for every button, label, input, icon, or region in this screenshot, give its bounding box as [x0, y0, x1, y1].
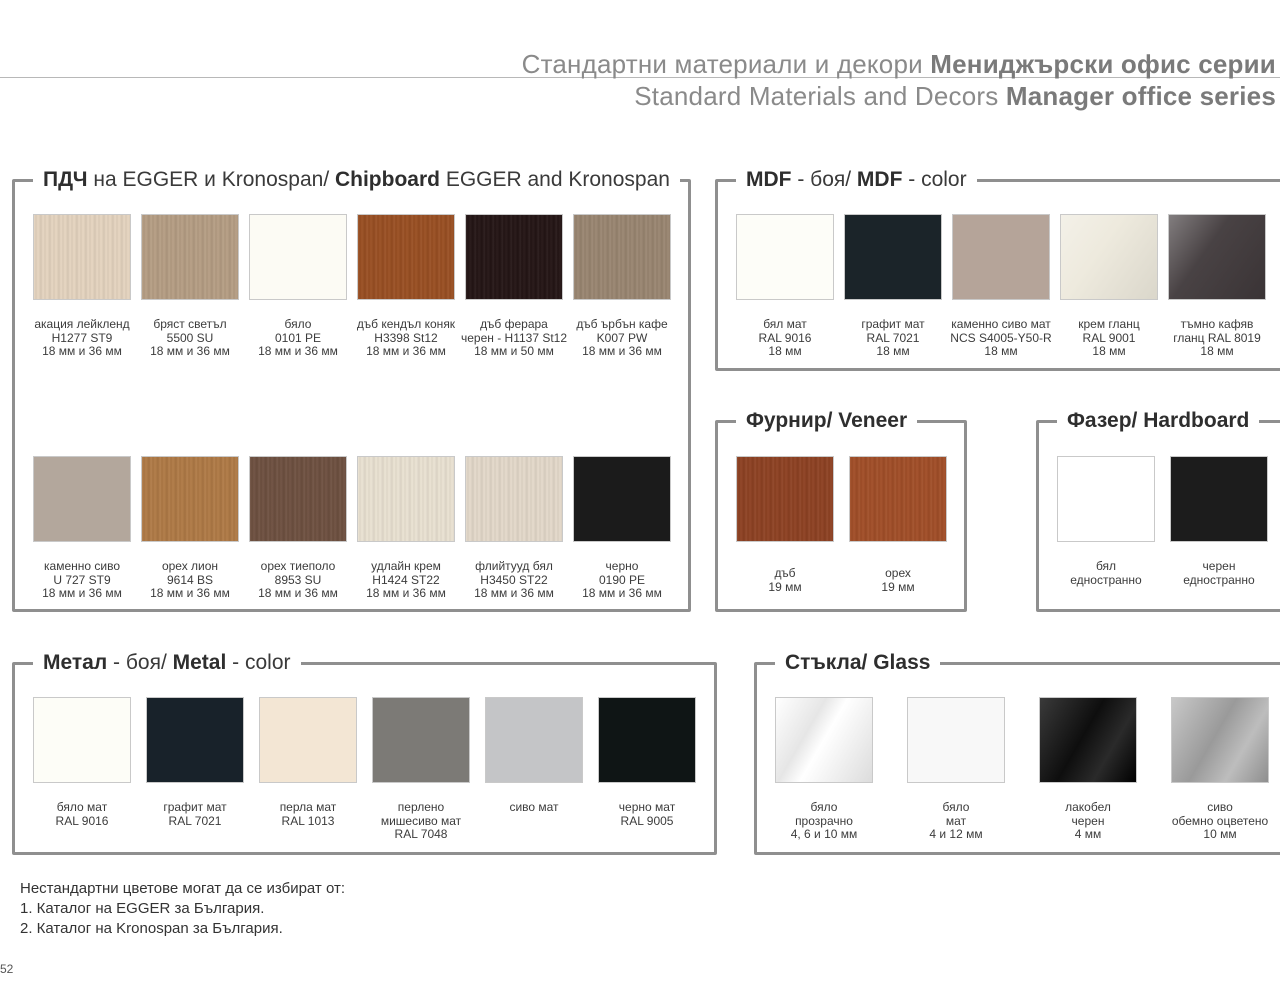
chipboard-swatch	[33, 214, 131, 300]
mdf-swatch	[1060, 214, 1158, 300]
hardboard-swatch-caption	[1159, 560, 1279, 587]
swatch-name: орех лион	[161, 559, 219, 573]
swatch-name: сиво	[1207, 800, 1233, 814]
glass-swatch-caption	[764, 801, 884, 842]
swatch-code: H3398 St12	[374, 330, 438, 345]
swatch-name: флийтууд бял	[475, 559, 553, 573]
swatch-size: 10 мм	[1203, 827, 1237, 841]
title-en-bold: Manager office series	[1005, 81, 1276, 111]
veneer-title: Фурнир/ Veneer	[736, 407, 917, 435]
swatch-code: RAL 9005	[620, 813, 674, 828]
swatch-size: 19 мм	[881, 579, 915, 594]
swatch-code: 0101 PE	[274, 330, 322, 345]
glass-swatch	[1171, 697, 1269, 783]
glass-swatch-caption	[1160, 801, 1280, 842]
swatch-name: черен	[1202, 559, 1236, 573]
swatch-name: крем гланц	[1078, 317, 1140, 331]
swatch-size: 18 мм и 36 мм	[150, 344, 230, 358]
chipboard-swatch-caption	[346, 318, 466, 359]
swatch-code: RAL 1013	[281, 813, 335, 828]
swatch-code: обемно оцветено	[1171, 813, 1269, 828]
glass-swatch-caption	[1028, 801, 1148, 842]
swatch-size: 18 мм и 36 мм	[42, 344, 122, 358]
swatch-code: черен	[1071, 813, 1105, 828]
swatch-size: 18 мм и 36 мм	[150, 586, 230, 600]
metal-swatch	[146, 697, 244, 783]
glass-swatch	[775, 697, 873, 783]
mdf-swatch-caption	[1049, 318, 1169, 359]
swatch-name: каменно сиво мат	[951, 317, 1051, 331]
veneer-panel	[715, 409, 967, 612]
swatch-code: RAL 9016	[758, 330, 812, 345]
veneer-swatch	[736, 456, 834, 542]
mdf-swatch-caption	[1157, 318, 1277, 359]
hardboard-title: Фазер/ Hardboard	[1057, 407, 1259, 435]
swatch-name: дъб ърбън кафе	[576, 317, 668, 331]
swatch-code: гланц RAL 8019	[1173, 330, 1261, 345]
swatch-name: лакобел	[1065, 800, 1111, 814]
metal-swatch-caption	[587, 801, 707, 828]
metal-swatch	[33, 697, 131, 783]
swatch-name: дъб ферара	[480, 317, 548, 331]
glass-panel	[754, 651, 1280, 855]
swatch-name: бяло	[942, 800, 970, 814]
chipboard-swatch	[141, 214, 239, 300]
swatch-size: 18 мм и 36 мм	[42, 586, 122, 600]
title-bg-regular: Стандартни материали и декори	[521, 49, 923, 79]
chipboard-swatch-caption	[454, 560, 574, 601]
swatch-size: 18 мм и 36 мм	[582, 586, 662, 600]
swatch-code: 8953 SU	[274, 572, 322, 587]
metal-swatch-caption	[361, 801, 481, 842]
swatch-code: RAL 9001	[1082, 330, 1136, 345]
swatch-name: бял	[1095, 559, 1117, 573]
chipboard-swatch	[573, 214, 671, 300]
swatch-size: 18 мм и 36 мм	[258, 344, 338, 358]
swatch-code: 5500 SU	[166, 330, 214, 345]
metal-panel	[12, 651, 717, 855]
swatch-size: 4, 6 и 10 мм	[790, 827, 858, 841]
chipboard-swatch	[33, 456, 131, 542]
swatch-size: 18 мм и 36 мм	[474, 586, 554, 600]
metal-swatch-caption	[474, 801, 594, 815]
swatch-code: K007 PW	[596, 330, 648, 345]
swatch-size: 4 и 12 мм	[929, 827, 983, 841]
chipboard-swatch	[141, 456, 239, 542]
mdf-swatch	[1168, 214, 1266, 300]
chipboard-swatch-caption	[562, 318, 682, 359]
metal-swatch	[485, 697, 583, 783]
metal-swatch-caption	[22, 801, 142, 828]
chipboard-swatch-caption	[130, 318, 250, 359]
swatch-name: бяло	[284, 317, 312, 331]
swatch-code: H3450 ST22	[480, 572, 548, 587]
swatch-name: бяло	[810, 800, 838, 814]
swatch-code: едностранно	[1183, 572, 1255, 587]
custom-colors-note	[20, 879, 345, 939]
chipboard-swatch	[357, 456, 455, 542]
note-line-3: 2. Каталог на Kronospan за България.	[20, 920, 283, 937]
chipboard-title: ПДЧ на EGGER и Kronospan/ Chipboard EGGER and Kronospan	[33, 166, 680, 194]
page-title-bg	[522, 49, 1276, 80]
swatch-size: 19 мм	[768, 579, 802, 594]
mdf-swatch	[736, 214, 834, 300]
swatch-size: 18 мм	[984, 344, 1018, 358]
chipboard-swatch	[249, 214, 347, 300]
mdf-swatch	[952, 214, 1050, 300]
mdf-swatch-caption	[941, 318, 1061, 359]
swatch-size: 18 мм	[1200, 344, 1234, 358]
swatch-name: черно	[605, 559, 639, 573]
swatch-code: NCS S4005-Y50-R	[950, 330, 1052, 345]
swatch-name: бяло мат	[56, 800, 108, 814]
metal-swatch	[598, 697, 696, 783]
veneer-swatch	[849, 456, 947, 542]
hardboard-panel	[1036, 409, 1280, 612]
chipboard-swatch-caption	[562, 560, 682, 601]
glass-swatch-caption	[896, 801, 1016, 842]
metal-swatch	[259, 697, 357, 783]
swatch-name: графит мат	[163, 800, 227, 814]
swatch-name: перлено	[397, 800, 445, 814]
swatch-name: перла мат	[279, 800, 337, 814]
chipboard-swatch	[357, 214, 455, 300]
note-line-2: 1. Каталог на EGGER за България.	[20, 900, 265, 917]
metal-swatch-caption	[248, 801, 368, 828]
title-en-regular: Standard Materials and Decors	[634, 81, 999, 111]
swatch-name: акация лейкленд	[34, 317, 130, 331]
swatch-name: тъмно кафяв	[1180, 317, 1254, 331]
swatch-size: 18 мм и 36 мм	[366, 586, 446, 600]
mdf-swatch	[844, 214, 942, 300]
swatch-size: 18 мм	[1092, 344, 1126, 358]
page-number: 52	[0, 962, 14, 976]
swatch-code: прозрачно	[795, 813, 853, 828]
metal-swatch-caption	[135, 801, 255, 828]
swatch-name: бряст светъл	[153, 317, 227, 331]
glass-title: Стъкла/ Glass	[775, 649, 940, 677]
veneer-swatch-caption	[838, 567, 958, 594]
page-title-en	[634, 81, 1276, 112]
chipboard-swatch-caption	[22, 318, 142, 359]
chipboard-swatch	[249, 456, 347, 542]
swatch-size: 18 мм и 36 мм	[366, 344, 446, 358]
swatch-name: графит мат	[861, 317, 925, 331]
swatch-name: дъб кендъл коняк	[356, 317, 456, 331]
swatch-code: мишесиво мат	[380, 813, 462, 828]
chipboard-swatch	[465, 456, 563, 542]
swatch-name: сиво мат	[509, 800, 559, 814]
metal-title: Метал - боя/ Metal - color	[33, 649, 301, 677]
swatch-code: RAL 7021	[168, 813, 222, 828]
swatch-size: 4 мм	[1074, 827, 1102, 841]
swatch-code: 0190 PE	[598, 572, 646, 587]
chipboard-swatch-caption	[238, 318, 358, 359]
mdf-swatch-caption	[833, 318, 953, 359]
swatch-name: удлайн крем	[371, 559, 441, 573]
chipboard-swatch-caption	[130, 560, 250, 601]
title-bg-bold: Мениджърски офис серии	[930, 49, 1276, 79]
swatch-name: черно мат	[618, 800, 676, 814]
chipboard-swatch-caption	[22, 560, 142, 601]
glass-swatch	[907, 697, 1005, 783]
glass-swatch	[1039, 697, 1137, 783]
hardboard-swatch	[1170, 456, 1268, 542]
chipboard-swatch	[465, 214, 563, 300]
chipboard-swatch-caption	[346, 560, 466, 601]
chipboard-swatch-caption	[454, 318, 574, 359]
swatch-size: 18 мм и 36 мм	[582, 344, 662, 358]
swatch-code: RAL 9016	[55, 813, 109, 828]
swatch-name: бял мат	[763, 317, 807, 331]
chipboard-swatch-caption	[238, 560, 358, 601]
hardboard-swatch	[1057, 456, 1155, 542]
chipboard-swatch	[573, 456, 671, 542]
mdf-title: MDF - боя/ MDF - color	[736, 166, 977, 194]
swatch-name: орех	[885, 566, 911, 580]
chipboard-panel	[12, 168, 691, 612]
hardboard-swatch-caption	[1046, 560, 1166, 587]
swatch-code: 9614 BS	[166, 572, 214, 587]
swatch-code: H1277 ST9	[51, 330, 113, 345]
metal-swatch	[372, 697, 470, 783]
swatch-code: черен - H1137 St12	[460, 330, 568, 345]
mdf-swatch-caption	[725, 318, 845, 359]
swatch-size: RAL 7048	[394, 827, 448, 841]
swatch-code: RAL 7021	[866, 330, 920, 345]
note-line-1: Нестандартни цветове могат да се избират от:	[20, 880, 346, 897]
swatch-size: 18 мм	[768, 344, 802, 358]
swatch-size: 18 мм и 36 мм	[258, 586, 338, 600]
swatch-code: H1424 ST22	[372, 572, 440, 587]
swatch-name: орех тиеполо	[260, 559, 336, 573]
swatch-name: каменно сиво	[44, 559, 120, 573]
swatch-size: 18 мм	[876, 344, 910, 358]
mdf-panel	[715, 168, 1280, 371]
swatch-name: дъб	[774, 566, 796, 580]
swatch-code: едностранно	[1070, 572, 1142, 587]
swatch-code: U 727 ST9	[53, 572, 111, 587]
veneer-swatch-caption	[725, 567, 845, 594]
swatch-size: 18 мм и 50 мм	[474, 344, 554, 358]
swatch-code: мат	[945, 813, 967, 828]
